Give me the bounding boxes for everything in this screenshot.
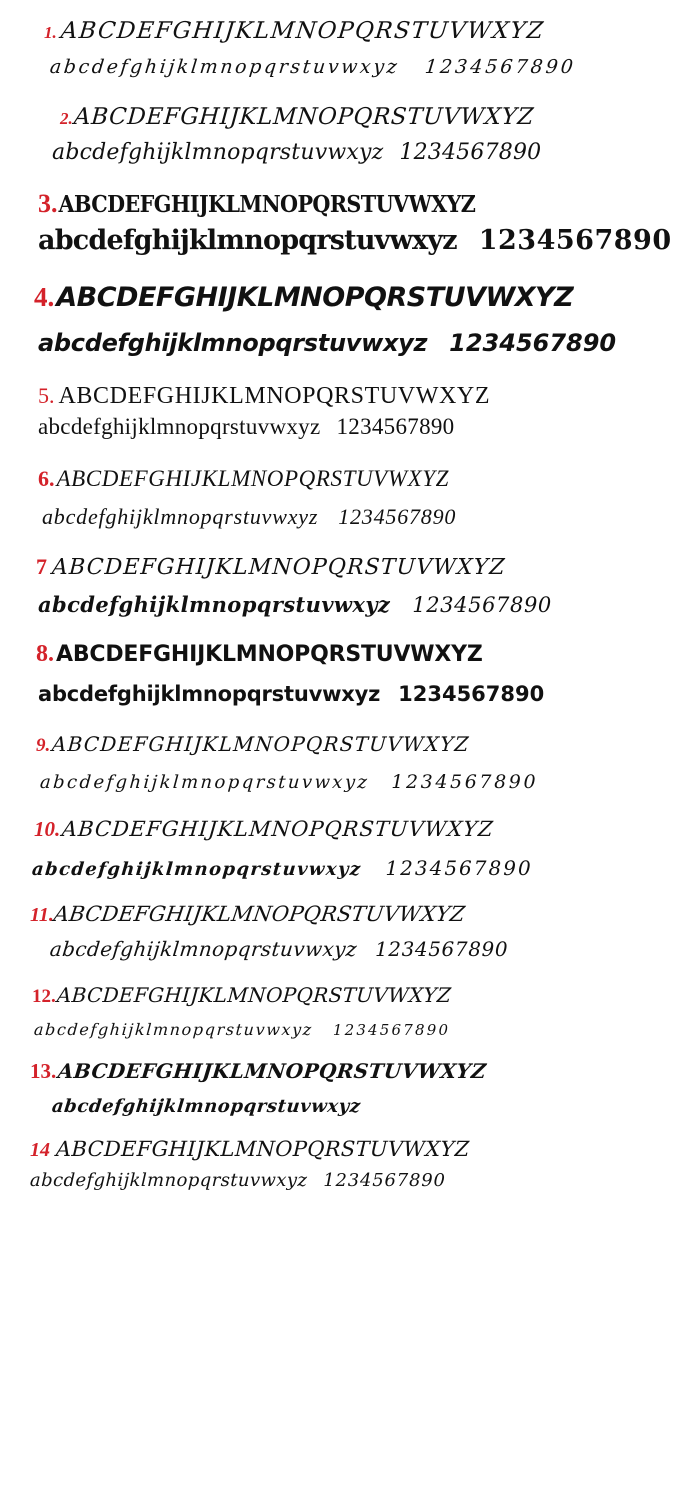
font-sample-lowercase-line: [38, 225, 684, 256]
font-sample-uppercase: ABCDEFGHIJKLMNOPQRSTUVWXYZ: [51, 732, 471, 756]
font-sample-8[interactable]: [16, 641, 684, 706]
font-sample-uppercase: ABCDEFGHIJKLMNOPQRSTUVWXYZ: [55, 1137, 470, 1161]
font-sample-uppercase-line: [16, 554, 684, 580]
font-sample-number: 8.: [36, 641, 54, 667]
font-sample-lowercase-line: [38, 414, 684, 440]
font-sample-uppercase-line: [16, 466, 684, 492]
font-sample-2[interactable]: [16, 104, 684, 165]
font-sample-uppercase: ABCDEFGHIJKLMNOPQRSTUVWXYZ: [51, 555, 507, 580]
font-sample-digits: 1234567890: [449, 329, 617, 357]
font-sample-14[interactable]: [16, 1137, 684, 1191]
font-sample-digits: 1234567890: [336, 414, 455, 439]
font-sample-digits: 1234567890: [391, 771, 539, 793]
font-sample-lowercase-line: [40, 771, 684, 793]
font-sample-number: 5.: [38, 383, 55, 408]
font-sample-12[interactable]: [16, 983, 684, 1039]
font-sample-digits: 1234567890: [323, 1170, 446, 1191]
font-sample-digits: 1234567890: [412, 593, 552, 617]
font-sample-10[interactable]: [16, 817, 684, 880]
font-sample-uppercase-line: [16, 817, 684, 842]
font-sample-uppercase-line: [16, 1059, 684, 1084]
font-sample-lowercase-line: [50, 937, 684, 961]
font-sample-number: 7: [36, 554, 47, 579]
font-sample-lowercase-line: [50, 56, 684, 78]
font-sample-uppercase: ABCDEFGHIJKLMNOPQRSTUVWXYZ: [61, 817, 496, 841]
font-sample-number: 6.: [38, 466, 55, 491]
font-sample-number: 3.: [38, 189, 58, 218]
font-sample-lowercase-line: [32, 856, 684, 880]
font-sample-number: 10.: [34, 817, 61, 841]
font-sample-lowercase: abcdefghijklmnopqrstuvwxyz: [31, 859, 363, 880]
font-sample-number: 12.: [32, 986, 56, 1007]
font-sample-digits: 1234567890: [399, 140, 542, 165]
font-sample-uppercase-line: [16, 732, 684, 757]
font-sample-lowercase: abcdefghijklmnopqrstuvwxyz: [42, 504, 319, 529]
font-sample-6[interactable]: [16, 466, 684, 530]
font-sample-uppercase-line: [16, 189, 684, 219]
font-sample-3[interactable]: [16, 189, 684, 256]
font-sample-number: 13.: [30, 1059, 57, 1083]
font-sample-digits: 1234567890: [424, 56, 578, 78]
font-sample-lowercase: abcdefghijklmnopqrstuvwxyz: [50, 1096, 362, 1117]
font-sample-11[interactable]: [16, 902, 684, 961]
font-sample-lowercase: abcdefghijklmnopqrstuvwxyz: [38, 592, 391, 617]
font-sample-lowercase-line: [38, 329, 684, 357]
font-sample-uppercase-line: [16, 18, 684, 44]
font-sample-uppercase: ABCDEFGHIJKLMNOPQRSTUVWXYZ: [56, 466, 450, 491]
font-sample-uppercase: ABCDEFGHIJKLMNOPQRSTUVWXYZ: [58, 383, 491, 409]
font-sample-digits: 1234567890: [374, 937, 509, 961]
font-sample-lowercase: abcdefghijklmnopqrstuvwxyz: [48, 56, 401, 78]
font-sample-digits: 1234567890: [332, 1021, 451, 1039]
font-sample-uppercase: ABCDEFGHIJKLMNOPQRSTUVWXYZ: [59, 18, 546, 44]
font-sample-digits: 1234567890: [478, 225, 672, 256]
font-sample-lowercase-line: [30, 1170, 684, 1191]
font-sample-number: 2.: [60, 109, 73, 128]
font-sample-lowercase: abcdefghijklmnopqrstuvwxyz: [52, 140, 384, 165]
font-sample-lowercase: abcdefghijklmnopqrstuvwxyz: [38, 329, 428, 357]
font-sample-uppercase: ABCDEFGHIJKLMNOPQRSTUVWXYZ: [56, 282, 574, 313]
font-sample-lowercase: abcdefghijklmnopqrstuvwxyz: [39, 772, 371, 793]
font-sample-9[interactable]: [16, 732, 684, 793]
font-sample-digits: 1234567890: [338, 504, 457, 529]
font-sample-13[interactable]: [16, 1059, 684, 1117]
font-sample-number: 4.: [34, 282, 55, 312]
font-sample-number: 11.: [30, 904, 54, 926]
font-sample-1[interactable]: [16, 18, 684, 78]
font-sample-lowercase: abcdefghijklmnopqrstuvwxyz: [38, 225, 457, 256]
font-sample-lowercase-line: [34, 1020, 684, 1039]
font-sample-lowercase-line: [38, 682, 684, 706]
font-sample-uppercase: ABCDEFGHIJKLMNOPQRSTUVWXYZ: [58, 191, 476, 218]
font-sample-lowercase: abcdefghijklmnopqrstuvwxyz: [29, 1170, 308, 1191]
font-sample-uppercase-line: [16, 282, 684, 313]
font-sample-7[interactable]: [16, 554, 684, 617]
font-sample-uppercase-line: [16, 641, 684, 668]
font-sample-lowercase: abcdefghijklmnopqrstuvwxyz: [38, 414, 321, 439]
font-sample-uppercase: ABCDEFGHIJKLMNOPQRSTUVWXYZ: [72, 104, 535, 130]
font-sample-lowercase-line: [42, 504, 684, 530]
font-sample-number: 1.: [44, 23, 57, 42]
font-sample-uppercase-line: [16, 902, 684, 927]
font-sample-lowercase-line: [52, 140, 684, 165]
font-sample-uppercase: ABCDEFGHIJKLMNOPQRSTUVWXYZ: [56, 642, 483, 667]
font-sample-4[interactable]: [16, 282, 684, 357]
font-sample-lowercase: abcdefghijklmnopqrstuvwxyz: [38, 682, 381, 706]
font-sample-lowercase-line: [38, 592, 684, 617]
font-sample-digits: 1234567890: [398, 682, 545, 706]
font-sample-lowercase: abcdefghijklmnopqrstuvwxyz: [48, 937, 359, 961]
font-sample-uppercase-line: [16, 383, 684, 410]
font-sample-number: 14: [30, 1139, 50, 1161]
font-sample-uppercase: ABCDEFGHIJKLMNOPQRSTUVWXYZ: [56, 1059, 488, 1083]
font-sample-lowercase: abcdefghijklmnopqrstuvwxyz: [33, 1020, 314, 1039]
font-sample-uppercase-line: [16, 104, 684, 130]
font-sample-digits: 1234567890: [385, 856, 533, 880]
font-sample-lowercase-line: [52, 1096, 684, 1117]
font-sample-uppercase-line: [16, 983, 684, 1008]
font-sample-5[interactable]: [16, 383, 684, 440]
font-sample-uppercase: ABCDEFGHIJKLMNOPQRSTUVWXYZ: [52, 902, 467, 926]
font-sample-number: 9.: [36, 735, 51, 756]
font-sample-uppercase-line: [16, 1137, 684, 1162]
font-sample-uppercase: ABCDEFGHIJKLMNOPQRSTUVWXYZ: [55, 983, 452, 1007]
